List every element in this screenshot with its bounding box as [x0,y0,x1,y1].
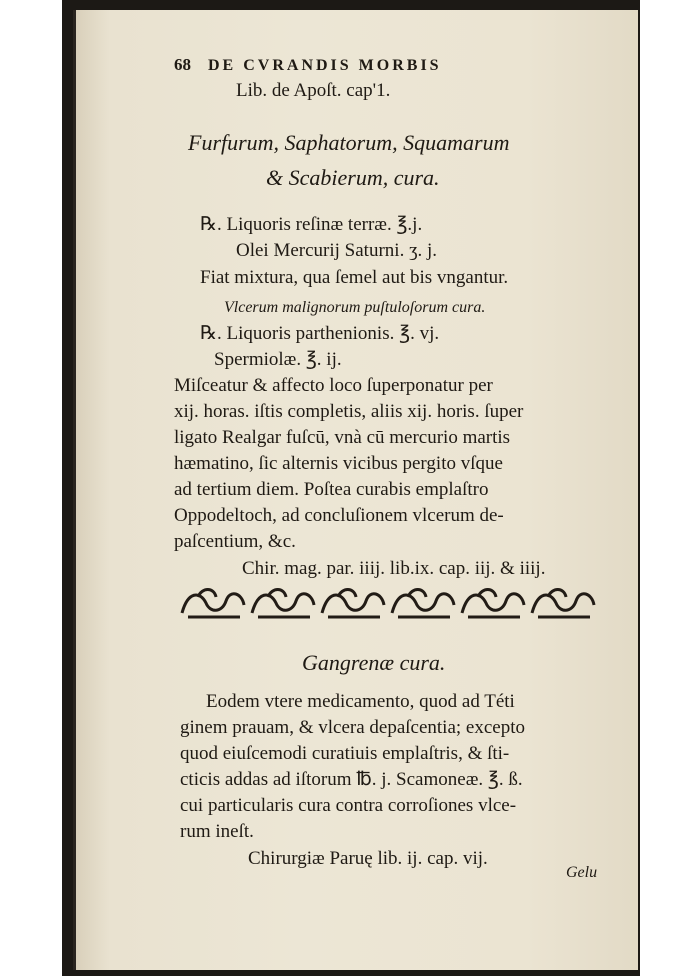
section-title-furfurum: Furfurum, Saphatorum, Squamarum [188,130,510,155]
book-page [73,10,638,970]
section-title-scabierum: & Scabierum, cura. [266,165,440,190]
paragraph2-line3: quod eiuſcemodi curatiuis emplaſtris, & ſti- [180,743,510,764]
catchword: Gelu [566,864,598,881]
recipe2-line1: ℞. Liquoris parthenionis. ℥. vj. [200,323,440,344]
recipe1-line3: Fiat mixtura, qua ſemel aut bis vngantur. [200,267,509,288]
paragraph2-line5: cui particularis cura contra corroſiones vlce- [180,795,517,816]
recipe1-line1: ℞. Liquoris reſinæ terræ. ℥.j. [200,214,423,235]
paragraph1-line1: Miſceatur & affecto loco ſuperponatur per [174,375,493,396]
paragraph1-line7: paſcentium, &c. [174,531,296,552]
reference-middle: Chir. mag. par. iiij. lib.ix. cap. iij. & iiij. [242,558,546,579]
paragraph1-line5: ad tertium diem. Poſtea curabis emplaſtro [174,479,489,500]
folio-number: 68 [174,55,191,74]
reference-bottom: Chirurgiæ Paruę lib. ij. cap. vij. [248,848,488,869]
paragraph2-line6: rum ineſt. [180,821,254,842]
paragraph1-line6: Oppodeltoch, ad concluſionem vlcerum de- [174,505,504,526]
paragraph1-line4: hæmatino, ſic alternis vicibus pergito vſque [174,453,503,474]
running-title: DE CVRANDIS MORBIS [208,57,442,74]
recipe2-line2: Spermiolæ. ℥. ij. [214,349,342,370]
section-title-vlcerum: Vlcerum malignorum puſtuloſorum cura. [224,299,486,316]
section-title-gangrena: Gangrenæ cura. [302,650,446,675]
paragraph2-line1: Eodem vtere medicamento, quod ad Téti [206,691,515,712]
paragraph1-line2: xij. horas. iſtis completis, aliis xij. horis. ſuper [174,401,524,422]
paragraph2-line2: ginem prauam, & vlcera depaſcentia; excepto [180,717,526,738]
paragraph2-line4: cticis addas ad iſtorum ℔. j. Scamoneæ. ℥. ß. [180,769,523,790]
recipe1-line2: Olei Mercurij Saturni. ʒ. j. [236,240,438,261]
paragraph1-line3: ligato Realgar fuſcū, vnà cū mercurio martis [174,427,511,448]
ornament-band-icon [178,583,598,625]
reference-top: Lib. de Apoſt. cap'1. [236,80,391,101]
